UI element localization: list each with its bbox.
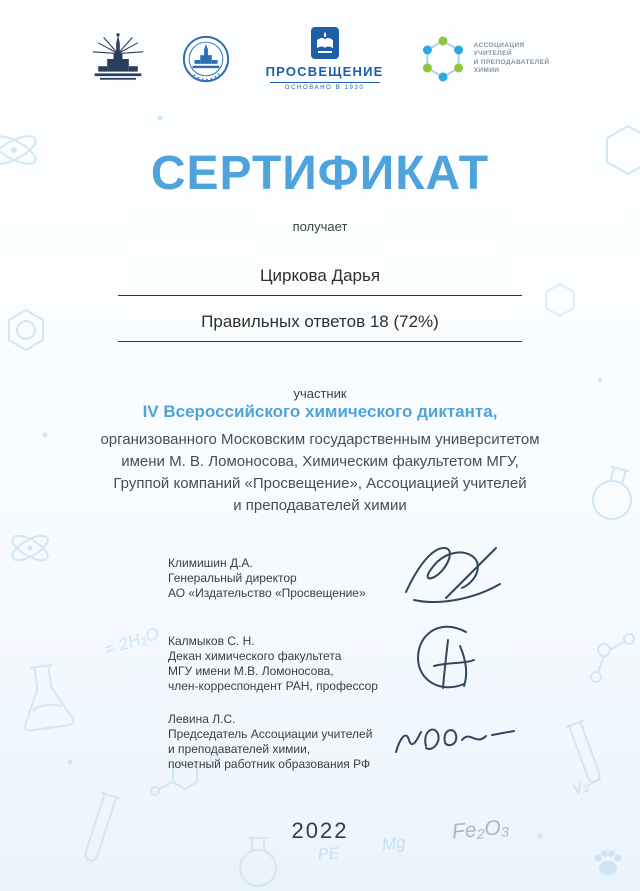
signatory-role-line: член-корреспондент РАН, профессор [168, 679, 378, 693]
msu-logo [91, 30, 145, 88]
chem-faculty-emblem-icon [181, 31, 231, 87]
erlenmeyer-flask-doodle [17, 663, 74, 731]
score-text: Правильных ответов 18 (72%) [201, 312, 439, 331]
association-wordmark-line: ХИМИИ [473, 67, 500, 74]
association-wordmark-line: УЧИТЕЛЕЙ [473, 50, 512, 57]
event-description-line: имени М. В. Ломоносова, Химическим факультетом МГУ, [121, 453, 519, 470]
molecule-doodle [591, 634, 634, 682]
signatory-role-line: Председатель Ассоциации учителей [168, 727, 373, 741]
signatory-name: Калмыков С. Н. [168, 634, 255, 648]
signatory-role-line: и преподавателей химии, [168, 742, 311, 756]
chem-faculty-logo [181, 31, 231, 87]
recipient-underline [118, 295, 522, 296]
signatory-block-klimishin [168, 556, 366, 601]
signatory-block-kalmykov [168, 634, 378, 694]
background-formula-iron-oxide: Fe₂O₃ [451, 815, 511, 844]
signatory-name: Климишин Д.А. [168, 556, 253, 570]
association-hexagon-icon [419, 35, 467, 83]
signature-levina [388, 700, 518, 775]
signatory-role-line: АО «Издательство «Просвещение» [168, 586, 366, 600]
association-wordmark [474, 42, 550, 76]
signature-kalmykov [406, 616, 486, 701]
signatory-role-line: Декан химического факультета [168, 649, 342, 663]
signatory-block-levina [168, 712, 372, 772]
prosveshchenie-divider [270, 82, 380, 83]
year-label: 2022 [291, 818, 349, 843]
signatory-name: Левина Л.С. [168, 712, 236, 726]
logo-row [0, 26, 640, 91]
paw-print-doodle [595, 850, 622, 875]
event-title: IV Всероссийского химического диктанта, [142, 402, 498, 421]
event-description-line: Группой компаний «Просвещение», Ассоциацией учителей [113, 475, 527, 492]
test-tube-doodle [566, 721, 604, 784]
recipient-name: Циркова Дарья [259, 266, 381, 285]
atom-doodle [9, 531, 52, 565]
event-description-line: и преподавателей химии [233, 497, 407, 514]
prosveshchenie-logo [267, 26, 383, 91]
signature-klimishin [396, 538, 506, 608]
event-description-line: организованного Московским государственным университетом [100, 431, 540, 448]
association-wordmark-line: И ПРЕПОДАВАТЕЛЕЙ [473, 58, 550, 66]
signatory-role-line: Генеральный директор [168, 571, 297, 585]
prosveshchenie-wordmark: ПРОСВЕЩЕНИЕ [265, 64, 384, 79]
background-formula-v2: V₂— [569, 770, 605, 799]
participant-label: участник [293, 386, 347, 401]
receives-label: получает [292, 219, 348, 234]
certificate-title: СЕРТИФИКАТ [150, 147, 490, 200]
round-flask-doodle [240, 838, 276, 886]
background-formula-mg: Mg [381, 832, 407, 855]
association-wordmark-line: АССОЦИАЦИЯ [473, 41, 525, 49]
prosveshchenie-founded-label: ОСНОВАНО В 1930 [284, 85, 365, 91]
event-description [0, 429, 640, 517]
score-underline [118, 341, 522, 342]
association-logo [419, 35, 550, 83]
prosveshchenie-book-icon [310, 26, 340, 60]
signatory-role-line: МГУ имени М.В. Ломоносова, [168, 664, 334, 678]
background-formula-water: = 2H₂O [102, 623, 162, 660]
background-formula-pe: PE [317, 845, 340, 864]
msu-building-icon [91, 30, 145, 88]
signatory-role-line: почетный работник образования РФ [168, 757, 371, 771]
